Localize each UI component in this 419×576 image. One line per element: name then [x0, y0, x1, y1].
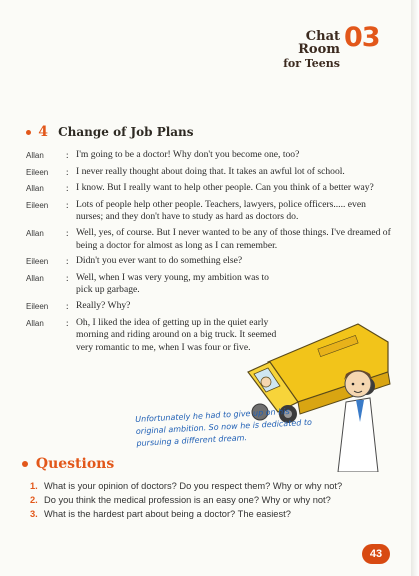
question-text: Do you think the medical profession is an easy one? Why or why not? [44, 495, 331, 505]
dialogue-line: Allan : I know. But I really want to help other people. Can you think of a better way? [26, 182, 392, 196]
speaker: Eileen [26, 301, 49, 311]
header-title [268, 30, 340, 70]
questions-heading [22, 456, 114, 472]
dialogue-text: I'm going to be a doctor! Why don't you become one, too? [76, 149, 300, 160]
speaker: Allan [26, 273, 44, 283]
dialogue-line: Allan : Well, when I was very young, my ambition was to pick up garbage. [26, 272, 392, 297]
speaker: Eileen [26, 167, 49, 177]
header-title-line2: for Teens [283, 57, 340, 70]
dialogue-line: Eileen : Didn't you ever want to do something else? [26, 255, 392, 269]
question-number: 3. [30, 509, 38, 519]
speaker: Allan [26, 318, 44, 328]
dialogue-line: Eileen : I never really thought about doing that. It takes an awful lot of school. [26, 166, 392, 180]
chapter-number: 03 [344, 22, 380, 53]
dialogue-line: Allan : I'm going to be a doctor! Why don't you become one, too? [26, 149, 392, 163]
question-item [30, 494, 370, 506]
dialogue-text: I know. But I really want to help other people. Can you think of a better way? [76, 182, 374, 194]
dialogue-text: Well, when I was very young, my ambition was to pick up garbage. [76, 271, 269, 296]
question-item [30, 480, 370, 492]
speaker: Eileen [26, 200, 49, 210]
question-text: What is your opinion of doctors? Do you respect them? Why or why not? [44, 481, 343, 491]
speaker: Allan [26, 184, 44, 194]
section-title: Change of Job Plans [58, 125, 194, 139]
handwritten-note: Unfortunately he had to give up on his original ambition. So now he is dedicated to pursuing a different dream. [135, 406, 313, 449]
bullet-dot-icon [22, 461, 28, 467]
header-title-line1: Chat Room [298, 29, 340, 57]
questions-title: Questions [35, 456, 115, 472]
dialogue-text: Well, yes, of course. But I never wanted to be any of those things. I've dreamed of being a doctor for almost as long as I can remember. [76, 226, 391, 251]
dialogue-text: Oh, I liked the idea of getting up in the quiet early morning and riding around on a big truck. It seemed very romantic to me, when I was four or five. [76, 316, 277, 353]
questions-list [30, 480, 370, 522]
question-number: 1. [30, 481, 38, 491]
dialogue-text: Lots of people help other people. Teachers, lawyers, police officers..... even nurses; and they don't have to study as hard as doctors do. [76, 198, 366, 223]
section-number: 4 [38, 124, 48, 140]
truck-doctor-illustration [238, 302, 408, 472]
question-item [30, 508, 370, 520]
speaker: Allan [26, 151, 44, 160]
page-edge [411, 0, 419, 576]
speaker: Eileen [26, 257, 49, 267]
question-text: What is the hardest part about being a doctor? The easiest? [44, 509, 291, 519]
dialogue-line: Eileen : Lots of people help other people. Teachers, lawyers, police officers..... even nurses; and they don't have to study as hard as doctors do. [26, 199, 392, 224]
page-number-badge: 43 [362, 544, 390, 564]
dialogue-text: Didn't you ever want to do something else? [76, 255, 243, 267]
dialogue-line: Eileen : Really? Why? [26, 300, 392, 314]
dialogue-text: Really? Why? [76, 299, 131, 311]
question-number: 2. [30, 495, 38, 505]
speaker: Allan [26, 228, 44, 238]
section-heading [26, 124, 194, 140]
dialogue-text: I never really thought about doing that. It takes an awful lot of school. [76, 165, 345, 177]
dialogue-line: Allan : Oh, I liked the idea of getting up in the quiet early morning and riding around on a big truck. It seemed very romantic to me, when I was four or five. [26, 317, 392, 355]
dialogue-line: Allan : Well, yes, of course. But I never wanted to be any of those things. I've dreamed of being a doctor for almost as long as I can remember. [26, 226, 391, 251]
bullet-dot-icon [26, 130, 31, 135]
